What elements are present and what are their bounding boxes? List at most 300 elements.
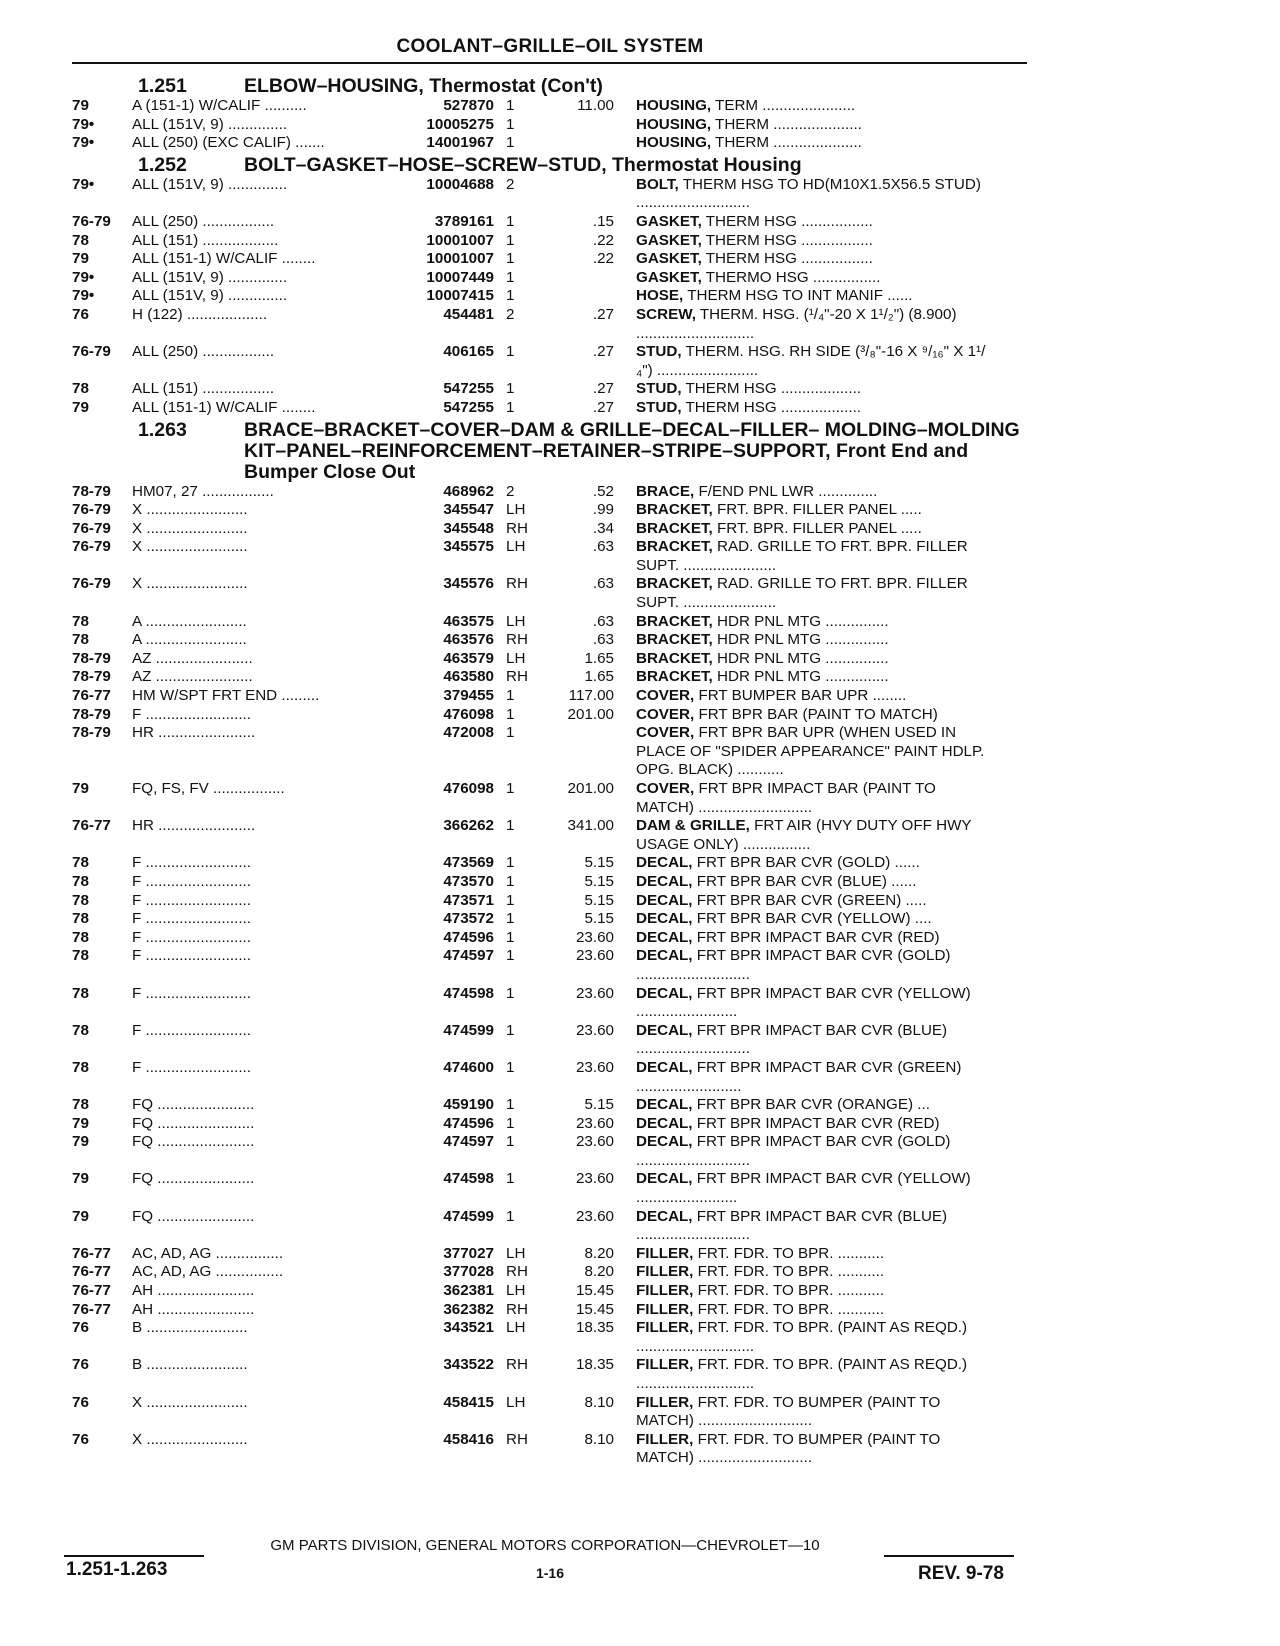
model-year: 76 bbox=[72, 1430, 89, 1448]
part-number: 459190 bbox=[443, 1096, 494, 1114]
part-name: BOLT, bbox=[636, 175, 679, 193]
model-year: 78 bbox=[72, 984, 89, 1002]
model-usage: F ......................... bbox=[132, 910, 251, 928]
model-usage: FQ, FS, FV ................. bbox=[132, 780, 285, 797]
quantity: 1 bbox=[506, 1170, 515, 1188]
model-year: 76 bbox=[72, 305, 89, 323]
model-year: 78 bbox=[72, 612, 89, 630]
part-row bbox=[72, 985, 1032, 1022]
quantity: RH bbox=[506, 631, 528, 649]
part-detail: FRT BPR IMPACT BAR CVR (BLUE) ........................... bbox=[636, 1207, 948, 1244]
part-detail: FRT BPR IMPACT BAR CVR (BLUE) ........................... bbox=[636, 1021, 948, 1058]
model-usage: B ........................ bbox=[132, 1356, 248, 1374]
part-name: FILLER, bbox=[636, 1244, 694, 1262]
part-detail: THERMO HSG ................ bbox=[701, 268, 881, 286]
part-name: FILLER, bbox=[636, 1282, 694, 1300]
part-detail: FRT. FDR. TO BPR. ........... bbox=[693, 1263, 885, 1281]
part-detail: THERM HSG ................. bbox=[701, 212, 873, 230]
part-detail: FRT BPR BAR CVR (BLUE) ...... bbox=[692, 872, 917, 890]
part-number: 343522 bbox=[443, 1356, 494, 1374]
part-description bbox=[614, 947, 998, 984]
model-usage: X ........................ bbox=[132, 501, 248, 519]
part-number: 10007415 bbox=[426, 287, 494, 305]
footer-section-range: 1.251-1.263 bbox=[66, 1559, 168, 1580]
part-number: 458416 bbox=[443, 1430, 494, 1448]
model-year: 78 bbox=[72, 872, 89, 890]
part-detail: FRT BPR BAR CVR (GREEN) ..... bbox=[692, 891, 927, 909]
footer-publisher: GM PARTS DIVISION, GENERAL MOTORS CORPORATION—CHEVROLET—10 bbox=[270, 1537, 820, 1554]
part-row bbox=[72, 269, 1032, 288]
model-year: 79 bbox=[72, 1170, 89, 1188]
price: 1.65 bbox=[584, 649, 614, 667]
part-detail: RAD. GRILLE TO FRT. BPR. FILLER SUPT. ...................... bbox=[636, 538, 968, 574]
part-name: STUD, bbox=[636, 343, 682, 361]
model-year: 78 bbox=[72, 231, 89, 249]
model-usage: FQ ....................... bbox=[132, 1133, 255, 1151]
section-header bbox=[72, 420, 1032, 483]
model-usage: ALL (250) ................. bbox=[132, 343, 275, 361]
price: 23.60 bbox=[575, 947, 614, 965]
quantity: 1 bbox=[506, 947, 515, 965]
part-description bbox=[614, 910, 998, 929]
part-name: STUD, bbox=[636, 380, 682, 398]
model-year: 76-77 bbox=[72, 1244, 111, 1262]
part-name: DECAL, bbox=[636, 854, 693, 872]
price: 23.60 bbox=[575, 1114, 614, 1132]
part-row bbox=[72, 399, 1032, 418]
model-usage: AZ ....................... bbox=[132, 649, 253, 667]
part-row bbox=[72, 97, 1032, 116]
price: .27 bbox=[592, 380, 614, 398]
part-detail: FRT. FDR. TO BPR. ........... bbox=[693, 1244, 885, 1262]
part-number: 345547 bbox=[443, 501, 494, 519]
model-year: 76-77 bbox=[72, 1300, 111, 1318]
part-detail: FRT BPR BAR CVR (GOLD) ...... bbox=[692, 854, 920, 872]
part-row bbox=[72, 287, 1032, 306]
part-description bbox=[614, 1115, 998, 1134]
part-name: FILLER, bbox=[636, 1430, 694, 1448]
part-detail: FRT BPR BAR CVR (ORANGE) ... bbox=[692, 1096, 930, 1114]
part-name: BRACKET, bbox=[636, 649, 713, 667]
part-row bbox=[72, 213, 1032, 232]
part-name: FILLER, bbox=[636, 1319, 694, 1337]
part-detail: FRT. FDR. TO BPR. ........... bbox=[693, 1300, 885, 1318]
part-detail: THERM. HSG. RH SIDE (³/₈"-16 X ⁹/₁₆" X 1¹/₄") ........................ bbox=[636, 343, 986, 379]
section-number: 1.251 bbox=[138, 75, 187, 97]
model-usage: F ......................... bbox=[132, 705, 251, 723]
quantity: RH bbox=[506, 1430, 528, 1448]
part-name: BRACKET, bbox=[636, 668, 713, 686]
part-name: DECAL, bbox=[636, 1207, 693, 1225]
part-detail: FRT. FDR. TO BUMPER (PAINT TO MATCH) ........................... bbox=[636, 1430, 941, 1467]
part-number: 473570 bbox=[443, 872, 494, 890]
quantity: 1 bbox=[506, 115, 515, 133]
model-usage: ALL (151-1) W/CALIF ........ bbox=[132, 398, 316, 416]
price: 5.15 bbox=[584, 854, 614, 872]
part-description bbox=[614, 1394, 998, 1431]
quantity: 1 bbox=[506, 1021, 515, 1039]
part-number: 474596 bbox=[443, 1114, 494, 1132]
quantity: 1 bbox=[506, 268, 515, 286]
part-description bbox=[614, 1096, 998, 1115]
part-detail: FRT BPR IMPACT BAR CVR (GREEN) ......................... bbox=[636, 1058, 962, 1095]
part-detail: TERM ...................... bbox=[711, 97, 856, 114]
part-row bbox=[72, 817, 1032, 854]
part-row bbox=[72, 1022, 1032, 1059]
quantity: 1 bbox=[506, 687, 515, 705]
model-year: 76-77 bbox=[72, 1282, 111, 1300]
part-description bbox=[614, 575, 998, 612]
part-description bbox=[614, 706, 998, 725]
price: 15.45 bbox=[575, 1282, 614, 1300]
part-number: 474597 bbox=[443, 947, 494, 965]
quantity: LH bbox=[506, 649, 526, 667]
part-name: DECAL, bbox=[636, 872, 693, 890]
parts-list bbox=[72, 74, 1032, 1468]
model-year: 79• bbox=[72, 268, 95, 286]
part-description bbox=[614, 1282, 998, 1301]
model-usage: ALL (151V, 9) .............. bbox=[132, 115, 288, 133]
part-number: 474596 bbox=[443, 928, 494, 946]
part-number: 527870 bbox=[443, 97, 494, 114]
part-description bbox=[614, 1263, 998, 1282]
part-number: 547255 bbox=[443, 380, 494, 398]
part-detail: FRT. BPR. FILLER PANEL ..... bbox=[712, 519, 922, 537]
model-usage: AZ ....................... bbox=[132, 668, 253, 686]
price: .63 bbox=[592, 575, 614, 593]
quantity: 2 bbox=[506, 175, 515, 193]
part-description bbox=[614, 1301, 998, 1320]
model-usage: X ........................ bbox=[132, 1393, 248, 1411]
model-year: 79• bbox=[72, 287, 95, 305]
part-detail: FRT BPR IMPACT BAR CVR (RED) bbox=[692, 1114, 940, 1132]
section-number: 1.252 bbox=[138, 153, 187, 176]
part-detail: THERM HSG ................. bbox=[701, 231, 873, 249]
model-year: 79• bbox=[72, 175, 95, 193]
quantity: 1 bbox=[506, 134, 515, 152]
part-description bbox=[614, 232, 998, 251]
part-number: 345575 bbox=[443, 538, 494, 556]
quantity: 1 bbox=[506, 1133, 515, 1151]
model-year: 79• bbox=[72, 134, 95, 152]
top-rule bbox=[72, 62, 1027, 64]
model-usage: AH ....................... bbox=[132, 1282, 255, 1300]
part-detail: FRT BPR BAR UPR (WHEN USED IN PLACE OF "SPIDER APPEARANCE" PAINT HDLP. OPG. BLACK) ........... bbox=[636, 724, 985, 779]
price: 23.60 bbox=[575, 1170, 614, 1188]
part-name: HOUSING, bbox=[636, 134, 712, 152]
model-usage: HM07, 27 ................. bbox=[132, 482, 274, 500]
model-usage: F ......................... bbox=[132, 854, 251, 872]
part-number: 345576 bbox=[443, 575, 494, 593]
model-year: 76-79 bbox=[72, 343, 111, 361]
part-number: 474597 bbox=[443, 1133, 494, 1151]
part-description bbox=[614, 380, 998, 399]
model-year: 76-77 bbox=[72, 1263, 111, 1281]
part-row bbox=[72, 1263, 1032, 1282]
section-title: BOLT–GASKET–HOSE–SCREW–STUD, Thermostat Housing bbox=[244, 153, 802, 176]
price: 8.20 bbox=[584, 1263, 614, 1281]
quantity: 1 bbox=[506, 780, 515, 797]
part-number: 463579 bbox=[443, 649, 494, 667]
part-row bbox=[72, 520, 1032, 539]
part-name: DECAL, bbox=[636, 910, 693, 928]
part-name: FILLER, bbox=[636, 1393, 694, 1411]
model-usage: ALL (250) ................. bbox=[132, 212, 275, 230]
price: 5.15 bbox=[584, 872, 614, 890]
quantity: 1 bbox=[506, 817, 515, 835]
model-usage: ALL (151V, 9) .............. bbox=[132, 268, 288, 286]
price: .27 bbox=[592, 343, 614, 361]
model-year: 78 bbox=[72, 947, 89, 965]
part-detail: FRT BPR BAR (PAINT TO MATCH) bbox=[694, 705, 938, 723]
part-row bbox=[72, 176, 1032, 213]
model-year: 79• bbox=[72, 115, 95, 133]
part-row bbox=[72, 1356, 1032, 1393]
part-description bbox=[614, 724, 998, 780]
model-usage: H (122) ................... bbox=[132, 305, 268, 323]
section-header bbox=[72, 76, 1032, 97]
part-name: DECAL, bbox=[636, 1096, 693, 1114]
part-detail: FRT BPR BAR CVR (YELLOW) .... bbox=[692, 910, 932, 928]
model-year: 78 bbox=[72, 1021, 89, 1039]
price: 23.60 bbox=[575, 928, 614, 946]
model-usage: B ........................ bbox=[132, 1319, 248, 1337]
part-name: COVER, bbox=[636, 780, 695, 797]
part-description bbox=[614, 538, 998, 575]
price: .99 bbox=[592, 501, 614, 519]
quantity: 1 bbox=[506, 1058, 515, 1076]
part-description bbox=[614, 1059, 998, 1096]
model-year: 78-79 bbox=[72, 649, 111, 667]
part-row bbox=[72, 232, 1032, 251]
model-usage: ALL (151V, 9) .............. bbox=[132, 287, 288, 305]
part-name: GASKET, bbox=[636, 231, 702, 249]
part-name: DAM & GRILLE, bbox=[636, 817, 750, 835]
model-usage: X ........................ bbox=[132, 538, 248, 556]
part-detail: FRT. FDR. TO BPR. ........... bbox=[693, 1282, 885, 1300]
model-year: 76-79 bbox=[72, 519, 111, 537]
price: 18.35 bbox=[575, 1319, 614, 1337]
quantity: 1 bbox=[506, 231, 515, 249]
part-detail: THERM HSG TO INT MANIF ...... bbox=[683, 287, 913, 305]
part-row bbox=[72, 1133, 1032, 1170]
part-description bbox=[614, 483, 998, 502]
part-number: 362382 bbox=[443, 1300, 494, 1318]
model-year: 76-79 bbox=[72, 501, 111, 519]
part-name: BRACKET, bbox=[636, 538, 713, 556]
model-usage: FQ ....................... bbox=[132, 1096, 255, 1114]
part-number: 10004688 bbox=[426, 175, 494, 193]
quantity: RH bbox=[506, 1356, 528, 1374]
model-year: 78 bbox=[72, 891, 89, 909]
part-detail: FRT. FDR. TO BPR. (PAINT AS REQD.) ............................ bbox=[636, 1319, 968, 1355]
model-year: 78 bbox=[72, 1058, 89, 1076]
quantity: LH bbox=[506, 538, 526, 556]
model-year: 79 bbox=[72, 398, 89, 416]
part-detail: FRT BPR IMPACT BAR CVR (YELLOW) ........................ bbox=[636, 984, 971, 1021]
price: 117.00 bbox=[568, 687, 614, 705]
model-year: 76-77 bbox=[72, 817, 111, 835]
model-year: 78 bbox=[72, 380, 89, 398]
price: 18.35 bbox=[575, 1356, 614, 1374]
quantity: 1 bbox=[506, 1114, 515, 1132]
model-year: 78-79 bbox=[72, 482, 111, 500]
part-name: BRACKET, bbox=[636, 612, 713, 630]
model-usage: ALL (151-1) W/CALIF ........ bbox=[132, 250, 316, 268]
part-row bbox=[72, 306, 1032, 343]
quantity: RH bbox=[506, 1300, 528, 1318]
quantity: LH bbox=[506, 1393, 526, 1411]
part-number: 474599 bbox=[443, 1021, 494, 1039]
part-name: DECAL, bbox=[636, 1170, 693, 1188]
part-description bbox=[614, 1431, 998, 1468]
part-detail: FRT. FDR. TO BUMPER (PAINT TO MATCH) ........................... bbox=[636, 1393, 941, 1430]
part-row bbox=[72, 613, 1032, 632]
part-row bbox=[72, 1282, 1032, 1301]
part-description bbox=[614, 287, 998, 306]
model-usage: HR ....................... bbox=[132, 817, 256, 835]
part-detail: HDR PNL MTG ............... bbox=[712, 612, 889, 630]
price: 5.15 bbox=[584, 891, 614, 909]
quantity: 1 bbox=[506, 1207, 515, 1225]
part-name: STUD, bbox=[636, 398, 682, 416]
part-row bbox=[72, 134, 1032, 153]
part-number: 474599 bbox=[443, 1207, 494, 1225]
part-row bbox=[72, 724, 1032, 780]
part-detail: FRT. BPR. FILLER PANEL ..... bbox=[712, 501, 922, 519]
part-description bbox=[614, 631, 998, 650]
section-title: ELBOW–HOUSING, Thermostat (Con't) bbox=[244, 75, 603, 97]
part-row bbox=[72, 668, 1032, 687]
part-detail: FRT BPR IMPACT BAR CVR (GOLD) ........................... bbox=[636, 947, 951, 983]
section-number: 1.263 bbox=[138, 418, 187, 441]
part-number: 473569 bbox=[443, 854, 494, 872]
model-usage: F ......................... bbox=[132, 947, 251, 965]
part-name: DECAL, bbox=[636, 1133, 693, 1151]
part-description bbox=[614, 1170, 998, 1207]
part-row bbox=[72, 929, 1032, 948]
part-description bbox=[614, 501, 998, 520]
part-row bbox=[72, 1059, 1032, 1096]
part-number: 547255 bbox=[443, 398, 494, 416]
model-usage: AH ....................... bbox=[132, 1300, 255, 1318]
model-usage: FQ ....................... bbox=[132, 1114, 255, 1132]
part-detail: FRT. FDR. TO BPR. (PAINT AS REQD.) ............................ bbox=[636, 1356, 968, 1392]
part-number: 474598 bbox=[443, 1170, 494, 1188]
quantity: 1 bbox=[506, 287, 515, 305]
part-description bbox=[614, 780, 998, 817]
part-name: DECAL, bbox=[636, 947, 693, 965]
part-name: BRACE, bbox=[636, 482, 695, 500]
part-number: 3789161 bbox=[434, 212, 494, 230]
model-usage: HR ....................... bbox=[132, 724, 256, 742]
part-number: 366262 bbox=[443, 817, 494, 835]
footer-rule-right bbox=[884, 1555, 1014, 1557]
model-usage: F ......................... bbox=[132, 1021, 251, 1039]
part-row bbox=[72, 116, 1032, 135]
part-name: BRACKET, bbox=[636, 519, 713, 537]
part-name: BRACKET, bbox=[636, 501, 713, 519]
quantity: LH bbox=[506, 612, 526, 630]
part-row bbox=[72, 1319, 1032, 1356]
model-year: 79 bbox=[72, 97, 89, 114]
part-number: 476098 bbox=[443, 705, 494, 723]
part-row bbox=[72, 575, 1032, 612]
quantity: LH bbox=[506, 501, 526, 519]
price: 11.00 bbox=[577, 97, 614, 114]
part-row bbox=[72, 1208, 1032, 1245]
quantity: 2 bbox=[506, 305, 515, 323]
quantity: 2 bbox=[506, 482, 515, 500]
model-year: 78 bbox=[72, 631, 89, 649]
quantity: LH bbox=[506, 1319, 526, 1337]
price: 23.60 bbox=[575, 984, 614, 1002]
quantity: RH bbox=[506, 519, 528, 537]
part-detail: FRT BPR IMPACT BAR CVR (GOLD) ........................... bbox=[636, 1133, 951, 1169]
part-row bbox=[72, 910, 1032, 929]
price: 201.00 bbox=[567, 780, 614, 797]
part-description bbox=[614, 250, 998, 269]
price: 8.10 bbox=[584, 1393, 614, 1411]
quantity: 1 bbox=[506, 724, 515, 742]
part-name: FILLER, bbox=[636, 1263, 694, 1281]
model-year: 78-79 bbox=[72, 724, 111, 742]
model-year: 76-77 bbox=[72, 687, 111, 705]
part-name: COVER, bbox=[636, 724, 695, 742]
price: .22 bbox=[592, 250, 614, 268]
price: .63 bbox=[592, 612, 614, 630]
price: 8.20 bbox=[584, 1244, 614, 1262]
part-description bbox=[614, 1022, 998, 1059]
part-number: 473571 bbox=[443, 891, 494, 909]
part-description bbox=[614, 892, 998, 911]
price: 201.00 bbox=[567, 705, 614, 723]
part-number: 468962 bbox=[443, 482, 494, 500]
part-row bbox=[72, 687, 1032, 706]
part-number: 10007449 bbox=[426, 268, 494, 286]
part-row bbox=[72, 380, 1032, 399]
part-detail: THERM ..................... bbox=[711, 115, 862, 133]
part-name: DECAL, bbox=[636, 984, 693, 1002]
part-number: 474598 bbox=[443, 984, 494, 1002]
model-year: 78-79 bbox=[72, 668, 111, 686]
price: .63 bbox=[592, 538, 614, 556]
part-name: DECAL, bbox=[636, 1114, 693, 1132]
part-detail: FRT BPR IMPACT BAR CVR (RED) bbox=[692, 928, 940, 946]
part-description bbox=[614, 213, 998, 232]
part-description bbox=[614, 929, 998, 948]
part-row bbox=[72, 343, 1032, 380]
part-detail: HDR PNL MTG ............... bbox=[712, 649, 889, 667]
model-usage: F ......................... bbox=[132, 984, 251, 1002]
part-row bbox=[72, 483, 1032, 502]
part-detail: RAD. GRILLE TO FRT. BPR. FILLER SUPT. ...................... bbox=[636, 575, 968, 612]
model-usage: FQ ....................... bbox=[132, 1207, 255, 1225]
part-number: 463575 bbox=[443, 612, 494, 630]
part-detail: HDR PNL MTG ............... bbox=[712, 668, 889, 686]
part-number: 10005275 bbox=[426, 115, 494, 133]
part-description bbox=[614, 134, 998, 153]
price: 23.60 bbox=[575, 1207, 614, 1225]
price: 23.60 bbox=[575, 1021, 614, 1039]
model-usage: ALL (151) .................. bbox=[132, 231, 279, 249]
part-row bbox=[72, 873, 1032, 892]
part-number: 10001007 bbox=[426, 250, 494, 268]
part-description bbox=[614, 1133, 998, 1170]
quantity: 1 bbox=[506, 97, 515, 114]
part-detail: FRT BUMPER BAR UPR ........ bbox=[694, 687, 907, 705]
part-description bbox=[614, 97, 998, 116]
